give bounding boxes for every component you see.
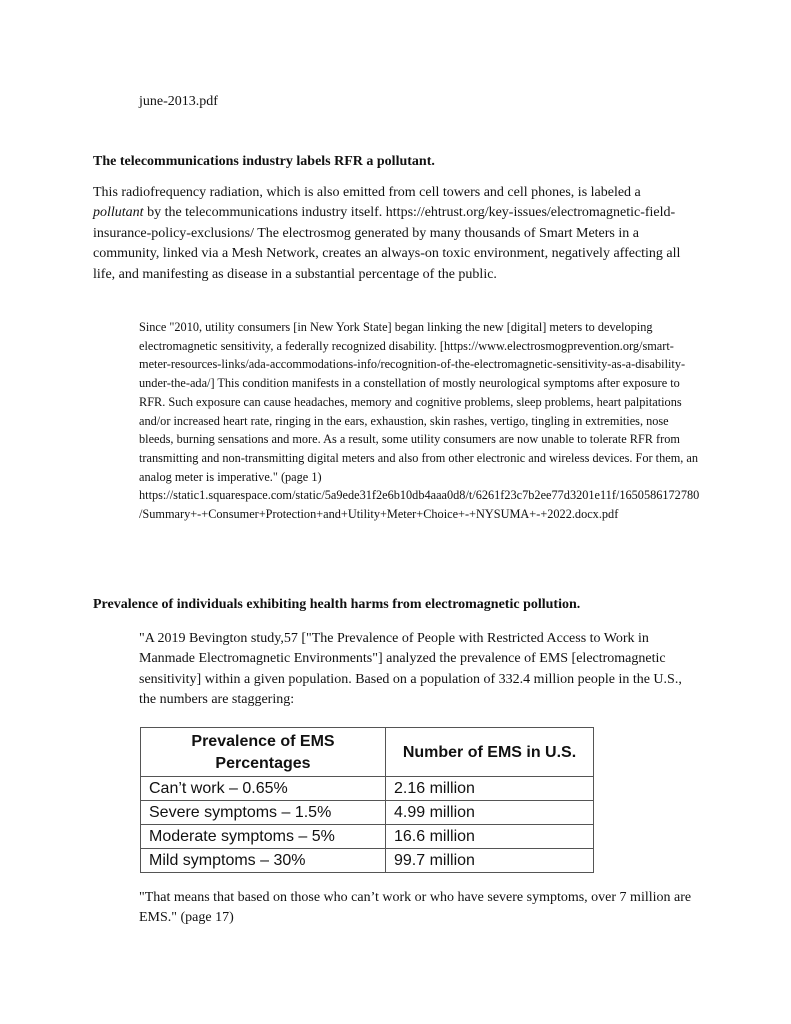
table-cell: Can’t work – 0.65% [141, 777, 386, 801]
table-row [141, 777, 594, 801]
table-cell: Mild symptoms – 30% [141, 849, 386, 873]
table-cell: 2.16 million [386, 777, 594, 801]
table-header-cell: Prevalence of EMS Percentages [141, 728, 386, 777]
paragraph-rfr-pollutant [93, 183, 693, 285]
block-quote-bevington: "A 2019 Bevington study,57 ["The Prevalence of People with Restricted Access to Work in Manmade Electromagnetic Environments"] analyzed the prevalence of EMS [electromagnetic sensitivity] within a given population. Based on a population of 332.4 million people in the U.S., the numbers are staggering: [139, 631, 682, 708]
source-filename: june-2013.pdf [139, 94, 218, 109]
table-row [141, 825, 594, 849]
table-cell: Moderate symptoms – 5% [141, 825, 386, 849]
paragraph-text: This radiofrequency radiation, which is also emitted from cell towers and cell phones, is labeled a [93, 185, 641, 200]
ems-prevalence-table [140, 727, 594, 873]
table-header-row [141, 728, 594, 777]
table-cell: 99.7 million [386, 849, 594, 873]
table-row [141, 849, 594, 873]
table-cell: Severe symptoms – 1.5% [141, 801, 386, 825]
paragraph-italic-term: pollutant [93, 205, 144, 221]
table-cell: 4.99 million [386, 801, 594, 825]
section-heading-pollutant: The telecommunications industry labels RFR a pollutant. [93, 154, 435, 169]
section-heading-prevalence: Prevalence of individuals exhibiting health harms from electromagnetic pollution. [93, 597, 581, 612]
table-cell: 16.6 million [386, 825, 594, 849]
block-quote-conclusion: "That means that based on those who can’t work or who have severe symptoms, over 7 million are EMS." (page 17) [139, 890, 692, 926]
table-row [141, 801, 594, 825]
table-header-cell: Number of EMS in U.S. [386, 728, 594, 777]
block-quote-nysuma: Since "2010, utility consumers [in New York State] began linking the new [digital] meters to developing electromagnetic sensitivity, a federally recognized disability. [https://www.electrosmogprevention.org/smart-meter-resources-links/ada-accommodations-info/recognition-of-the-electromagnetic-sensitivity-as-a-disability-under-the-ada/] This condition manifests in a constellation of mostly neurological symptoms after exposure to RFR. Such exposure can cause headaches, memory and cognitive problems, sleep problems, heart palpitations and/or increased heart rate, ringing in the ears, exhaustion, skin rashes, vertigo, tingling in extremities, nose bleeds, burning sensations and more. As a result, some utility consumers are now unable to tolerate RFR from transmitting and non-transmitting digital meters and also from other electronic and wireless devices. For them, an analog meter is imperative." (page 1) https://static1.squarespace.com/static/5a9ede31f2e6b10db4aaa0d8/t/6261f23c7b2ee77d3201e11f/1650586172780/Summary+-+Consumer+Protection+and+Utility+Meter+Choice+-+NYSUMA+-+2022.docx.pdf [139, 320, 700, 522]
paragraph-text: by the telecommunications industry itself. https://ehtrust.org/key-issues/electromagnetic-field-insurance-policy-exclusions/ The electrosmog generated by many thousands of Smart Meters in a community, linked via a Mesh Network, creates an always-on toxic environment, negatively affecting all life, and manifesting as disease in a substantial percentage of the public. [93, 205, 681, 282]
